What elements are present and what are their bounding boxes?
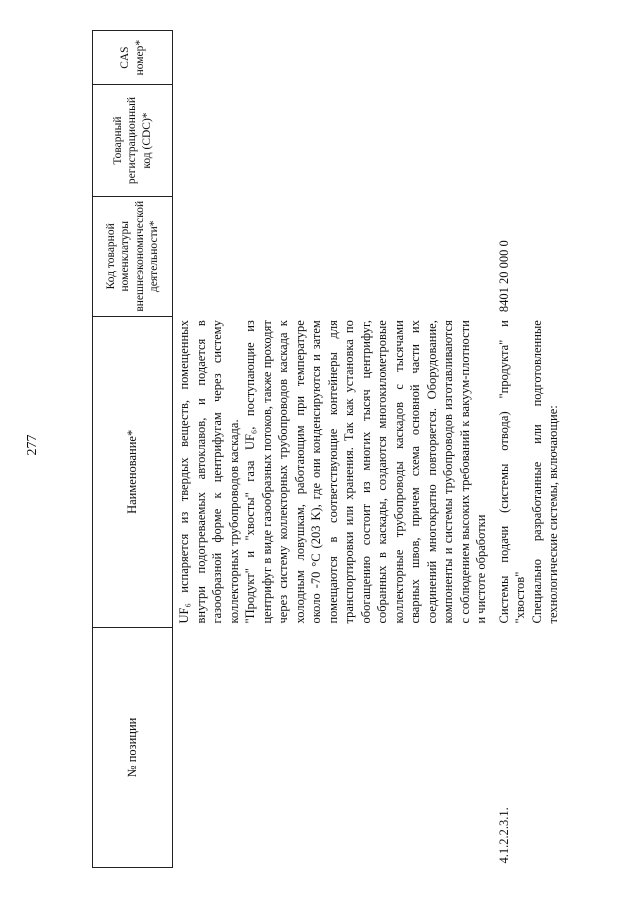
cell-position-empty: [173, 628, 493, 868]
table-header-row: [93, 31, 173, 868]
continuation-paragraph-2: "Продукт" и "хвосты" газа UF₆, поступающие из центрифуг в виде газообразных потоков, также проходят через систему коллекторных трубопроводов каскада к холодным ловушкам, работающим при температуре около -70 °C (203 K), где они конденсируются и затем помещаются в соответствующие контейнеры для транспортировки или хранения. Так как установка по обогащению состоит из многих тысяч центрифуг, собранных в каскады, создаются многокилометровые коллекторные трубопроводы каскадов с тысячами сварных швов, причем схема основной части их соединений многократно повторяется. Оборудование, компоненты и системы трубопроводов изготавливаются с соблюдением высоких требований к вакуум-плотности и чистоте обработки: [243, 320, 488, 624]
header-name: Наименование*: [93, 316, 173, 627]
cell-item-position: 4.1.2.2.3.1.: [496, 807, 511, 864]
item-name-line-1: Системы подачи (системы отвода) "продукта" и "хвостов": [496, 320, 527, 624]
cell-cas-empty: [173, 31, 493, 85]
rotated-table-frame: [92, 30, 560, 868]
goods-table: [92, 30, 565, 868]
table-row-continuation: [173, 31, 493, 868]
continuation-paragraph-1: UF₆ испаряется из твердых веществ, помещенных внутри подогреваемых автоклавов, и подается в газообразной форме к центрифугам через систему коллекторных трубопроводов каскада.: [177, 320, 241, 624]
header-position: № позиции: [93, 628, 173, 868]
header-tnved: Код товарной номенклатуры внешнеэкономической деятельности*: [93, 196, 173, 316]
cell-item-name: [493, 316, 565, 627]
item-name-line-2: Специально разработанные или подготовленные технологические системы, включающие:: [529, 320, 560, 624]
cell-cdc-empty: [173, 85, 493, 197]
page-number: 277: [25, 434, 40, 456]
cell-tnved-empty: [173, 196, 493, 316]
header-cas: CAS номер*: [93, 31, 173, 85]
cell-name-continuation: [173, 316, 493, 627]
cell-item-tnved: 8401 20 000 0: [496, 240, 511, 313]
cell-item-cas-empty: [493, 31, 565, 85]
cell-item-cdc-empty: [493, 85, 565, 197]
header-cdc: Товарный регистрационный код (CDC)*: [93, 85, 173, 197]
table-row-item: [493, 31, 565, 868]
